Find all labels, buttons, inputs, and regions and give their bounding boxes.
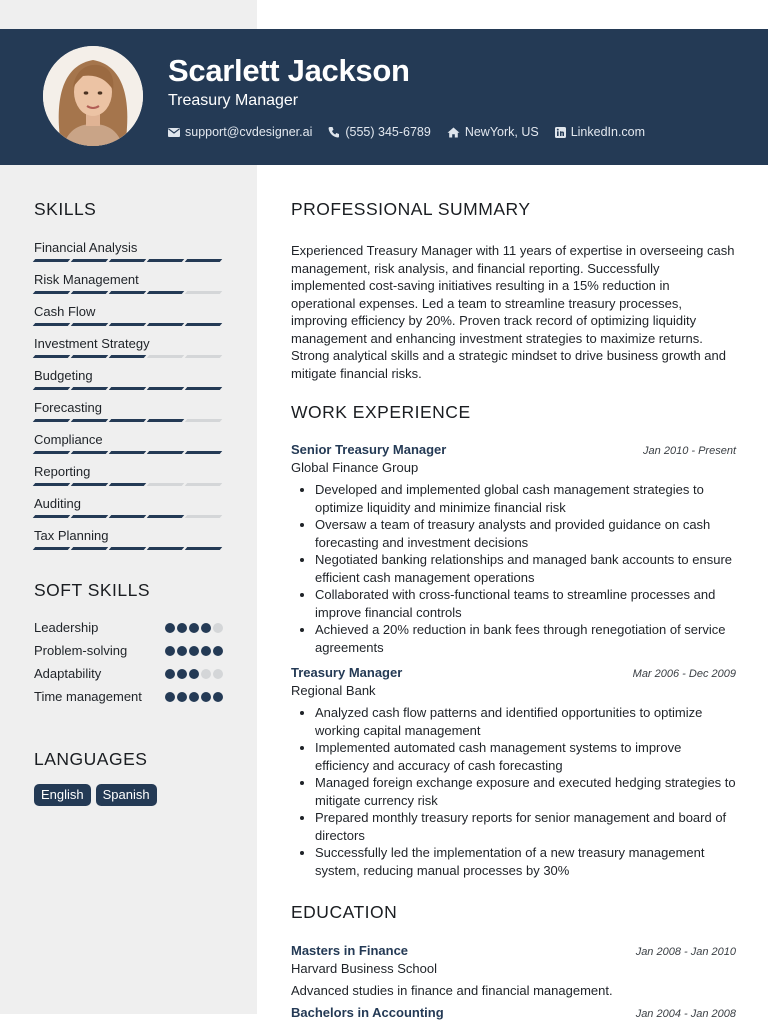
job-dates: Mar 2006 - Dec 2009 bbox=[632, 668, 736, 680]
skill-level-segment bbox=[33, 483, 71, 486]
skill-level-segment bbox=[71, 515, 109, 518]
rating-dot bbox=[201, 623, 211, 633]
education-dates: Jan 2008 - Jan 2010 bbox=[635, 946, 736, 958]
job-title: Senior Treasury Manager bbox=[291, 442, 447, 457]
job-title: Treasury Manager bbox=[291, 665, 403, 680]
candidate-title: Treasury Manager bbox=[168, 92, 299, 109]
skill-name: Cash Flow bbox=[34, 304, 96, 319]
education-section bbox=[291, 902, 736, 1020]
education-description: Advanced studies in finance and financial management. bbox=[291, 983, 613, 998]
job-entry bbox=[291, 665, 736, 879]
home-icon bbox=[447, 127, 460, 138]
skill-level-bar bbox=[34, 259, 229, 262]
soft-skill-name: Adaptability bbox=[34, 666, 102, 681]
skill-level-segment bbox=[109, 387, 147, 390]
skill-item bbox=[34, 464, 229, 496]
skill-level-segment bbox=[71, 355, 109, 358]
skills-heading: SKILLS bbox=[34, 199, 97, 219]
rating-dot bbox=[189, 669, 199, 679]
skill-level-segment bbox=[109, 291, 147, 294]
skill-level-segment bbox=[147, 483, 185, 486]
skill-name: Reporting bbox=[34, 464, 91, 479]
degree-title: Masters in Finance bbox=[291, 943, 409, 958]
contact-location-text: NewYork, US bbox=[464, 125, 539, 139]
rating-dot bbox=[165, 623, 175, 633]
contact-email[interactable] bbox=[168, 125, 312, 139]
skill-level-segment bbox=[147, 387, 185, 390]
skill-name: Budgeting bbox=[34, 368, 93, 383]
skill-name: Auditing bbox=[34, 496, 81, 511]
skill-level-segment bbox=[33, 451, 71, 454]
soft-skill-item bbox=[34, 665, 229, 683]
skill-item bbox=[34, 336, 229, 368]
rating-dot bbox=[165, 692, 175, 702]
degree-title: Bachelors in Accounting bbox=[291, 1005, 444, 1020]
soft-skill-name: Time management bbox=[34, 689, 142, 704]
job-dates: Jan 2010 - Present bbox=[643, 445, 736, 457]
skill-level-segment bbox=[185, 419, 223, 422]
contact-row bbox=[168, 124, 661, 140]
rating-dot bbox=[201, 692, 211, 702]
soft-skill-rating bbox=[165, 646, 223, 656]
rating-dot bbox=[189, 646, 199, 656]
profile-photo-icon bbox=[43, 46, 143, 146]
job-bullets bbox=[291, 704, 736, 879]
job-bullets bbox=[291, 481, 736, 656]
rating-dot bbox=[177, 692, 187, 702]
experience-section bbox=[291, 402, 736, 879]
rating-dot bbox=[177, 623, 187, 633]
skill-item bbox=[34, 432, 229, 464]
skill-level-segment bbox=[109, 323, 147, 326]
resume-header bbox=[0, 29, 768, 165]
skill-level-segment bbox=[71, 387, 109, 390]
rating-dot bbox=[213, 692, 223, 702]
skills-list bbox=[34, 240, 229, 560]
skill-level-segment bbox=[71, 291, 109, 294]
languages-section bbox=[34, 749, 229, 806]
rating-dot bbox=[177, 646, 187, 656]
contact-location bbox=[447, 125, 539, 139]
soft-skill-name: Leadership bbox=[34, 620, 99, 635]
job-bullet: • Developed and implemented global cash management strategies to optimize liquidity and minimize financial risk bbox=[315, 481, 736, 516]
summary-heading: PROFESSIONAL SUMMARY bbox=[291, 199, 531, 219]
rating-dot bbox=[213, 669, 223, 679]
skill-level-segment bbox=[33, 515, 71, 518]
skill-level-segment bbox=[147, 355, 185, 358]
contact-phone[interactable] bbox=[328, 125, 430, 139]
skill-item bbox=[34, 240, 229, 272]
job-entry bbox=[291, 442, 736, 656]
skill-level-segment bbox=[185, 355, 223, 358]
job-company: Regional Bank bbox=[291, 683, 376, 698]
skill-level-segment bbox=[185, 451, 223, 454]
rating-dot bbox=[177, 669, 187, 679]
skill-level-segment bbox=[33, 547, 71, 550]
skill-level-segment bbox=[185, 515, 223, 518]
soft-skill-item bbox=[34, 688, 229, 706]
rating-dot bbox=[213, 646, 223, 656]
contact-email-text: support@cvdesigner.ai bbox=[185, 125, 313, 139]
job-bullet: • Negotiated banking relationships and managed bank accounts to ensure efficient cash management operations bbox=[315, 551, 736, 586]
language-pill: English bbox=[34, 784, 91, 806]
skill-level-segment bbox=[33, 355, 71, 358]
skill-level-bar bbox=[34, 451, 229, 454]
skill-level-segment bbox=[71, 451, 109, 454]
skill-item bbox=[34, 368, 229, 400]
language-pill: Spanish bbox=[96, 784, 157, 806]
summary-section bbox=[291, 199, 736, 382]
soft-skills-section bbox=[34, 580, 229, 711]
skill-level-segment bbox=[109, 355, 147, 358]
skill-level-segment bbox=[147, 323, 185, 326]
skill-level-segment bbox=[33, 419, 71, 422]
skill-level-segment bbox=[185, 547, 223, 550]
job-bullet: • Implemented automated cash management systems to improve efficiency and accuracy of cash forecasting bbox=[315, 739, 736, 774]
skill-level-segment bbox=[33, 387, 71, 390]
envelope-icon bbox=[168, 128, 180, 137]
contact-linkedin[interactable] bbox=[555, 125, 645, 139]
soft-skill-rating bbox=[165, 623, 223, 633]
soft-skills-heading: SOFT SKILLS bbox=[34, 580, 151, 600]
languages-heading: LANGUAGES bbox=[34, 749, 148, 769]
skill-level-segment bbox=[147, 451, 185, 454]
soft-skill-item bbox=[34, 642, 229, 660]
soft-skill-rating bbox=[165, 669, 223, 679]
skill-level-segment bbox=[147, 515, 185, 518]
skill-item bbox=[34, 400, 229, 432]
rating-dot bbox=[201, 669, 211, 679]
soft-skill-name: Problem-solving bbox=[34, 643, 128, 658]
skill-level-segment bbox=[33, 259, 71, 262]
skill-item bbox=[34, 304, 229, 336]
job-bullet: • Successfully led the implementation of a new treasury management system, reducing manual processes by 30% bbox=[315, 844, 736, 879]
skill-name: Financial Analysis bbox=[34, 240, 138, 255]
job-bullet: • Analyzed cash flow patterns and identified opportunities to optimize working capital management bbox=[315, 704, 736, 739]
rating-dot bbox=[189, 623, 199, 633]
skill-level-segment bbox=[71, 547, 109, 550]
skill-name: Forecasting bbox=[34, 400, 102, 415]
skill-level-segment bbox=[147, 259, 185, 262]
skill-name: Investment Strategy bbox=[34, 336, 150, 351]
soft-skill-item bbox=[34, 619, 229, 637]
school-name: Harvard Business School bbox=[291, 961, 437, 976]
skill-level-bar bbox=[34, 547, 229, 550]
skill-level-bar bbox=[34, 419, 229, 422]
skill-level-segment bbox=[71, 323, 109, 326]
skill-level-bar bbox=[34, 387, 229, 390]
job-bullet: • Oversaw a team of treasury analysts and provided guidance on cash forecasting and investment decisions bbox=[315, 516, 736, 551]
skill-level-bar bbox=[34, 291, 229, 294]
skill-name: Tax Planning bbox=[34, 528, 109, 543]
rating-dot bbox=[213, 623, 223, 633]
skill-level-segment bbox=[147, 547, 185, 550]
skill-name: Risk Management bbox=[34, 272, 139, 287]
skill-level-segment bbox=[109, 515, 147, 518]
skill-level-bar bbox=[34, 323, 229, 326]
job-bullet: • Prepared monthly treasury reports for senior management and board of directors bbox=[315, 809, 736, 844]
job-bullet: • Achieved a 20% reduction in bank fees through renegotiation of service agreements bbox=[315, 621, 736, 656]
candidate-name: Scarlett Jackson bbox=[168, 53, 410, 88]
rating-dot bbox=[201, 646, 211, 656]
skill-level-segment bbox=[109, 451, 147, 454]
languages-list bbox=[34, 784, 229, 806]
skill-level-segment bbox=[71, 259, 109, 262]
skill-level-segment bbox=[109, 483, 147, 486]
soft-skill-rating bbox=[165, 692, 223, 702]
skill-item bbox=[34, 528, 229, 560]
skill-level-segment bbox=[109, 259, 147, 262]
skill-level-segment bbox=[71, 483, 109, 486]
soft-skills-list bbox=[34, 619, 229, 706]
skill-level-bar bbox=[34, 515, 229, 518]
skill-name: Compliance bbox=[34, 432, 103, 447]
contact-linkedin-text: LinkedIn.com bbox=[570, 125, 646, 139]
phone-icon bbox=[328, 126, 340, 138]
skill-level-bar bbox=[34, 355, 229, 358]
skill-level-segment bbox=[33, 323, 71, 326]
skill-level-segment bbox=[185, 291, 223, 294]
skill-level-segment bbox=[33, 291, 71, 294]
job-bullet: • Managed foreign exchange exposure and executed hedging strategies to mitigate currency risk bbox=[315, 774, 736, 809]
skill-level-segment bbox=[147, 419, 185, 422]
skill-level-segment bbox=[185, 259, 223, 262]
contact-phone-text: (555) 345-6789 bbox=[345, 125, 431, 139]
rating-dot bbox=[189, 692, 199, 702]
job-company: Global Finance Group bbox=[291, 460, 419, 475]
education-entry bbox=[291, 1005, 736, 1020]
rating-dot bbox=[165, 646, 175, 656]
skill-item bbox=[34, 496, 229, 528]
skill-level-segment bbox=[185, 483, 223, 486]
education-heading: EDUCATION bbox=[291, 902, 398, 922]
skills-section bbox=[34, 199, 229, 560]
education-entry bbox=[291, 943, 736, 998]
education-dates: Jan 2004 - Jan 2008 bbox=[635, 1008, 736, 1020]
experience-heading: WORK EXPERIENCE bbox=[291, 402, 471, 422]
rating-dot bbox=[165, 669, 175, 679]
skill-level-bar bbox=[34, 483, 229, 486]
skill-level-segment bbox=[71, 419, 109, 422]
skill-level-segment bbox=[185, 323, 223, 326]
skill-item bbox=[34, 272, 229, 304]
skill-level-segment bbox=[109, 419, 147, 422]
summary-text: Experienced Treasury Manager with 11 years of expertise in overseeing cash management, risk analysis, and financial reporting. Successfully implemented cost-saving initiatives resulting in a 15% reduction in operational expenses. Led a team to streamline treasury processes, improving efficiency by 20%. Proven track record of optimizing liquidity management and enhancing investment strategies to maximize returns. Strong analytical skills and a strategic mindset to drive business growth and mitigate financial risks. bbox=[291, 243, 735, 381]
skill-level-segment bbox=[109, 547, 147, 550]
linkedin-icon bbox=[555, 127, 566, 138]
skill-level-segment bbox=[185, 387, 223, 390]
avatar bbox=[43, 46, 143, 146]
skill-level-segment bbox=[147, 291, 185, 294]
job-bullet: • Collaborated with cross-functional teams to streamline processes and improve financial controls bbox=[315, 586, 736, 621]
